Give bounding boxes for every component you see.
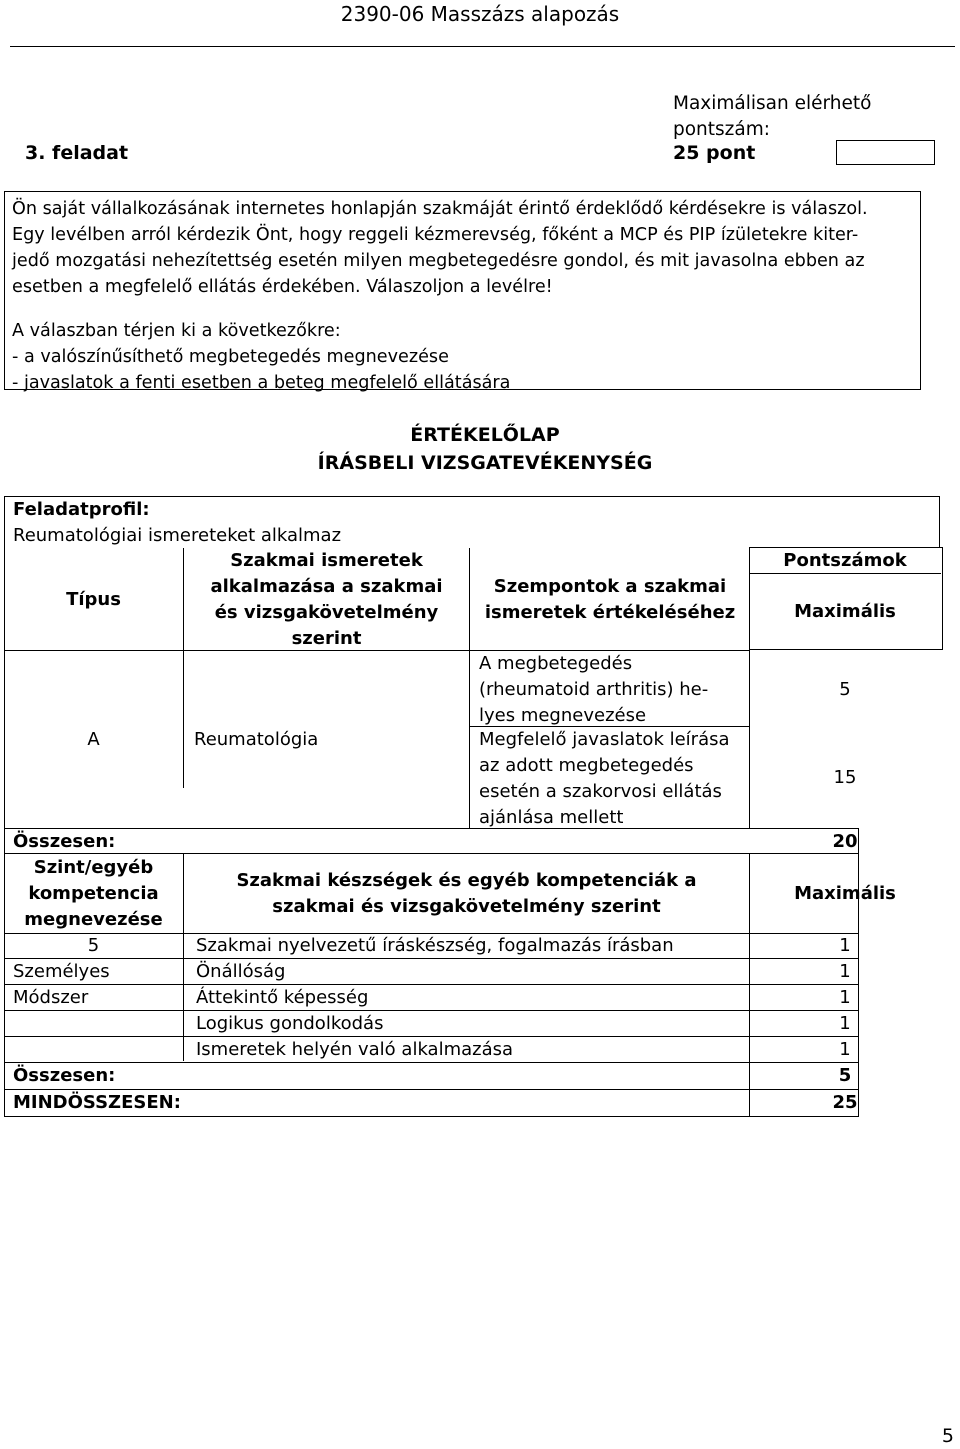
skill-level: 5 <box>87 935 100 956</box>
skills-col1-line: megnevezése <box>24 909 163 930</box>
skill-level: Módszer <box>13 987 89 1008</box>
subtotal-label: Összesen: <box>13 831 116 852</box>
criterion-line: lyes megnevezése <box>479 705 647 726</box>
profile-label: Feladatprofil: <box>13 499 150 520</box>
task-text-line: Ön saját vállalkozásának internetes honlapján szakmáját érintő érdeklődő kérdésekre is válaszol. <box>12 199 868 219</box>
type-value: A <box>87 729 100 750</box>
col-knowledge-line: szerint <box>291 628 362 649</box>
skills-col2-header <box>184 868 749 920</box>
task-description-box <box>4 191 921 393</box>
skill-level: Személyes <box>13 961 110 982</box>
col-type-header: Típus <box>66 589 121 610</box>
skill-name: Logikus gondolkodás <box>196 1013 384 1034</box>
skill-points: 1 <box>839 987 851 1008</box>
col-criteria-header <box>470 574 750 626</box>
page-number: 5 <box>941 1425 954 1447</box>
skill-name: Önállóság <box>196 961 286 982</box>
criterion-line: (rheumatoid arthritis) he- <box>479 679 709 700</box>
evaluation-title <box>0 421 960 477</box>
criterion-line: esetén a szakorvosi ellátás <box>479 781 722 802</box>
instruction-line: A válaszban térjen ki a következőkre: <box>12 321 341 341</box>
max-points-value: 25 pont <box>673 142 756 164</box>
instruction-line: - javaslatok a fenti esetben a beteg megfelelő ellátására <box>12 373 511 393</box>
skill-points: 1 <box>839 935 851 956</box>
max-points-label-line1: Maximálisan elérhető <box>673 93 872 114</box>
evaluation-title-line1: ÉRTÉKELŐLAP <box>410 424 560 446</box>
col-knowledge-line: alkalmazása a szakmai <box>210 576 443 597</box>
score-box[interactable] <box>836 140 935 165</box>
skills-col2-line: szakmai és vizsgakövetelmény szerint <box>272 896 661 917</box>
criterion-line: Megfelelő javaslatok leírása <box>479 729 730 750</box>
max-points-label-line2: pontszám: <box>673 119 770 140</box>
skill-points: 1 <box>839 1039 851 1060</box>
skills-total-label: Összesen: <box>13 1065 116 1086</box>
skill-points: 1 <box>839 961 851 982</box>
max-points-label <box>673 91 871 143</box>
criterion-line: ajánlása mellett <box>479 807 624 828</box>
skill-points: 1 <box>839 1013 851 1034</box>
skills-col1-line: Szint/egyéb <box>33 857 154 878</box>
col-knowledge-line: és vizsgakövetelmény <box>214 602 439 623</box>
skill-name: Áttekintő képesség <box>196 987 369 1008</box>
knowledge-value: Reumatológia <box>194 729 319 750</box>
profile-value: Reumatológiai ismereteket alkalmaz <box>13 525 342 546</box>
task-number: 3. feladat <box>25 142 129 164</box>
grand-total-value: 25 <box>832 1092 858 1113</box>
col-knowledge-header <box>184 548 469 652</box>
subtotal-value: 20 <box>832 831 858 852</box>
criterion-2 <box>479 727 730 831</box>
evaluation-title-line2: ÍRÁSBELI VIZSGATEVÉKENYSÉG <box>317 452 653 474</box>
task-text-line: jedő mozgatási nehezítettség esetén milyen megbetegedésre gondol, és mit javasolna ebben az <box>12 251 865 271</box>
task-text-line: Egy levélben arról kérdezik Önt, hogy reggeli kézmerevség, főként a MCP és PIP ízületekre kiter- <box>12 225 859 245</box>
skills-total-value: 5 <box>838 1065 852 1086</box>
criterion-1 <box>479 651 708 729</box>
col-knowledge-line: Szakmai ismeretek <box>230 550 423 571</box>
col-criteria-line: ismeretek értékeléséhez <box>484 602 736 623</box>
header-divider <box>10 46 955 47</box>
grand-total-label: MINDÖSSZESEN: <box>13 1092 181 1113</box>
skills-col3-header: Maximális <box>794 883 896 904</box>
col-points-header: Pontszámok <box>783 550 907 571</box>
criterion-line: A megbetegedés <box>479 653 633 674</box>
col-max-header: Maximális <box>794 601 896 622</box>
criterion-line: az adott megbetegedés <box>479 755 694 776</box>
skill-name: Ismeretek helyén való alkalmazása <box>196 1039 514 1060</box>
skills-col2-line: Szakmai készségek és egyéb kompetenciák a <box>236 870 697 891</box>
skill-name: Szakmai nyelvezetű íráskészség, fogalmazás írásban <box>196 935 674 956</box>
col-criteria-line: Szempontok a szakmai <box>493 576 727 597</box>
skills-col1-line: kompetencia <box>28 883 159 904</box>
instruction-line: - a valószínűsíthető megbetegedés megnevezése <box>12 347 449 367</box>
skills-col1-header <box>4 855 183 933</box>
criterion-2-points: 15 <box>833 767 857 788</box>
task-text-line: esetben a megfelelő ellátás érdekében. Válaszoljon a levélre! <box>12 277 553 297</box>
page-header: 2390-06 Masszázs alapozás <box>340 2 620 26</box>
criterion-1-points: 5 <box>839 679 851 700</box>
